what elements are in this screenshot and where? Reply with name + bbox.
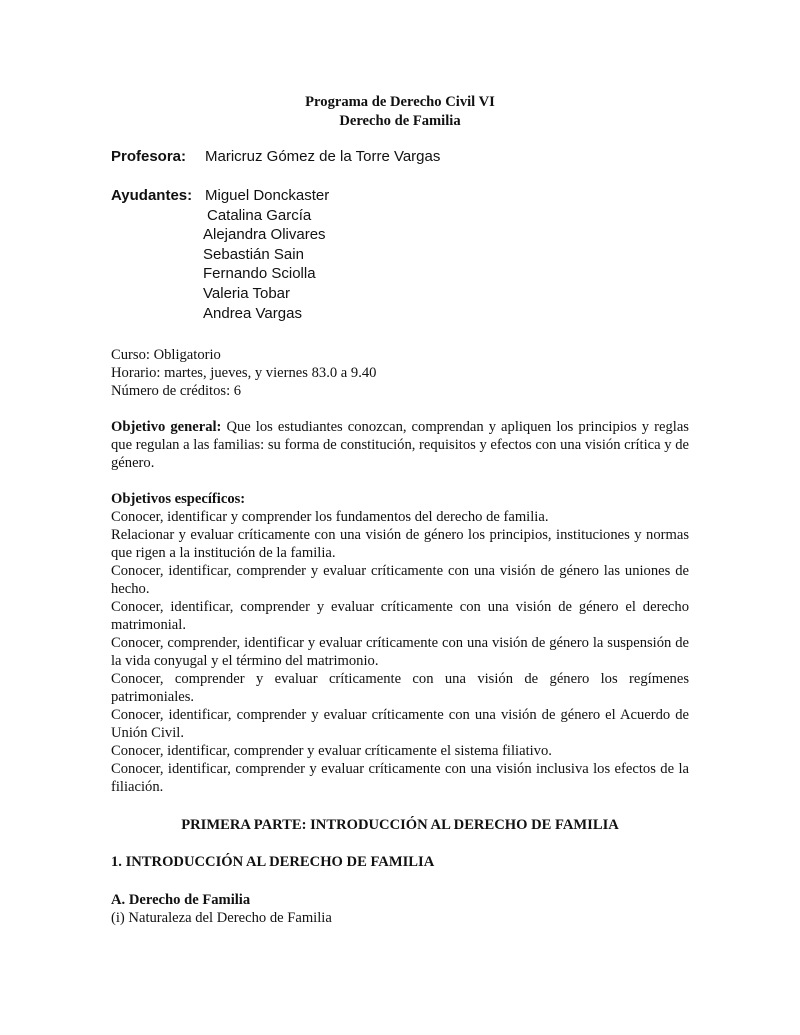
objective-item: Conocer, identificar, comprender y evaluar críticamente con una visión de género el derecho matrimonial. [111,599,689,633]
chapter-heading: 1. INTRODUCCIÓN AL DERECHO DE FAMILIA [111,854,435,870]
objective-item: Conocer, identificar, comprender y evaluar críticamente con una visión de género las uniones de hecho. [111,563,689,597]
assistant-name: Miguel Donckaster [205,187,330,204]
general-objective-label: Objetivo general: [111,419,222,435]
document-title: Programa de Derecho Civil VI [305,94,495,110]
course-type: Curso: Obligatorio [111,347,221,363]
assistants-label: Ayudantes: [111,187,193,204]
objective-item: Relacionar y evaluar críticamente con una visión de género los principios, instituciones y normas que rigen a la institución de la familia. [111,527,689,561]
document-subtitle: Derecho de Familia [339,113,461,129]
assistant-name: Sebastián Sain [203,245,304,263]
professor-name: Maricruz Gómez de la Torre Vargas [205,148,441,165]
general-objective-text: Que los estudiantes conozcan, comprendan y apliquen los principios y reglas que regulan a las familias: su forma de constitución, requisitos y efectos con una visión crítica y de género. [111,419,689,471]
assistant-name: Catalina García [207,206,312,224]
sub-item: (i) Naturaleza del Derecho de Familia [111,910,332,926]
objective-item: Conocer, identificar, comprender y evaluar críticamente el sistema filiativo. [111,743,552,759]
objective-item: Conocer, comprender y evaluar críticamente con una visión de género los regímenes patrimoniales. [111,671,689,705]
specific-objectives-list [111,508,689,796]
part-heading: PRIMERA PARTE: INTRODUCCIÓN AL DERECHO DE FAMILIA [181,817,619,833]
assistant-name: Andrea Vargas [203,304,302,322]
objective-item: Conocer, identificar, comprender y evaluar críticamente con una visión inclusiva los efectos de la filiación. [111,761,689,795]
objective-item: Conocer, identificar, comprender y evaluar críticamente con una visión de género el Acuerdo de Unión Civil. [111,707,689,741]
sub-heading: A. Derecho de Familia [111,892,251,908]
assistant-name: Fernando Sciolla [203,265,316,283]
assistant-name: Alejandra Olivares [203,226,326,244]
assistant-name: Valeria Tobar [203,284,290,302]
general-objective [111,418,689,472]
specific-objectives-label: Objetivos específicos: [111,491,246,507]
assistants-list [203,186,329,323]
course-credits: Número de créditos: 6 [111,383,242,399]
objective-item: Conocer, comprender, identificar y evaluar críticamente con una visión de género la suspensión de la vida conyugal y el término del matrimonio. [111,635,689,669]
objective-item: Conocer, identificar y comprender los fundamentos del derecho de familia. [111,509,549,525]
course-schedule: Horario: martes, jueves, y viernes 83.0 a 9.40 [111,365,377,381]
professor-label: Profesora: [111,148,187,165]
